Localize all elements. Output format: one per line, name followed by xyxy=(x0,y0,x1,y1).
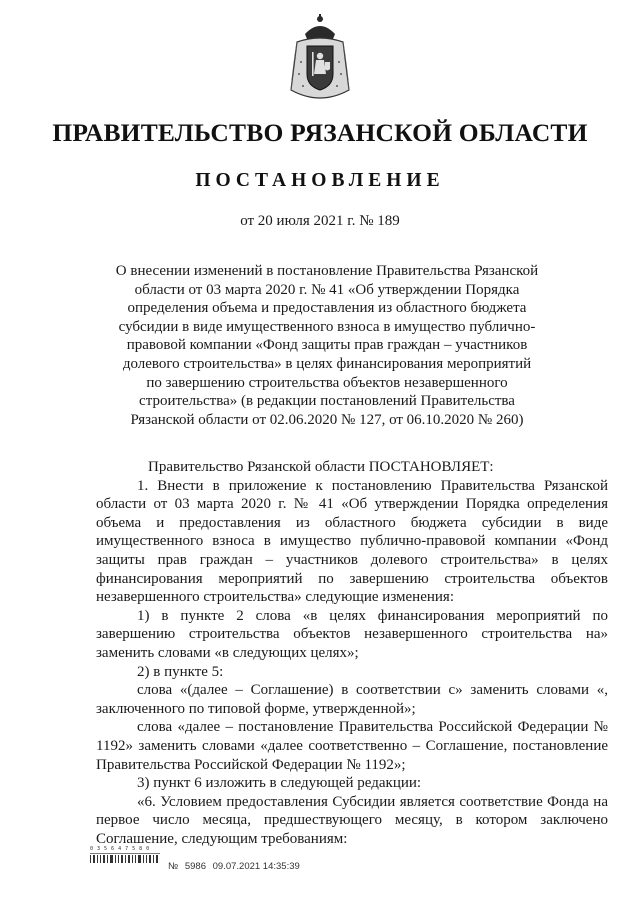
coat-of-arms-emblem xyxy=(283,12,357,108)
government-title: ПРАВИТЕЛЬСТВО РЯЗАНСКОЙ ОБЛАСТИ xyxy=(52,118,588,147)
body-paragraph: 2) в пункте 5: xyxy=(137,663,224,680)
body-paragraph: слова «(далее – Соглашение) в соответствии с» заменить словами «, заключенного по типовой форме, утвержденной»; xyxy=(96,682,608,717)
subject-line: Рязанской области от 02.06.2020 № 127, от 06.10.2020 № 260) xyxy=(130,411,524,428)
body-paragraph: слова «далее – постановление Правительства Российской Федерации № 1192» заменить словами «далее соответственно – Соглашение, постановление Правительства Российской Федерации № 1192»; xyxy=(96,719,608,773)
subject-line: области от 03 марта 2020 г. № 41 «Об утверждении Порядка xyxy=(134,281,520,298)
subject-line: О внесении изменений в постановление Правительства Рязанской xyxy=(115,263,539,279)
document-body xyxy=(96,458,608,848)
stamp-number: 5986 xyxy=(184,861,206,872)
subject-line: правовой компании «Фонд защиты прав граждан – участников xyxy=(126,337,528,354)
subject-line: по завершению строительства объектов незавершенного xyxy=(146,374,508,391)
body-paragraph: «6. Условием предоставления Субсидии является соответствие Фонда на первое число месяца, предшествующего месяцу, в котором заключено Соглашение, следующим требованиям: xyxy=(96,793,608,847)
body-paragraph: 1. Внести в приложение к постановлению Правительства Рязанской области от 03 марта 2020 г. № 41 «Об утверждении Порядка определения объема и предоставления из областного бюджета субсидии в виде имущественного взноса в имущество публично-правовой компании «Фонд защиты прав граждан – участников долевого строительства» в целях финансирования мероприятий по завершению строительства объектов незавершенного строительства» следующие изменения: xyxy=(96,477,608,606)
body-paragraph: 3) пункт 6 изложить в следующей редакции: xyxy=(137,775,422,792)
resolution-preamble: Правительство Рязанской области ПОСТАНОВЛЯЕТ: xyxy=(148,459,494,475)
subject-line: субсидии в виде имущественного взноса в имущество публично- xyxy=(118,318,536,335)
stamp-datetime: 09.07.2021 14:35:39 xyxy=(212,861,300,872)
subject-line: долевого строительства» в целях финансирования мероприятий xyxy=(122,355,532,372)
document-date-number: от 20 июля 2021 г. № 189 xyxy=(240,213,400,229)
registration-stamp xyxy=(168,861,304,872)
document-subject xyxy=(108,262,546,429)
stamp-mark: № xyxy=(168,861,179,872)
barcode-number: 0 3 5 6 4 7 5 8 0 xyxy=(90,846,150,852)
subject-line: определения объема и предоставления из областного бюджета xyxy=(127,300,527,317)
document-type-heading: ПОСТАНОВЛЕНИЕ xyxy=(195,170,445,191)
subject-line: строительства» (в редакции постановлений Правительства xyxy=(139,393,515,410)
body-paragraph: 1) в пункте 2 слова «в целях финансирования мероприятий по завершению строительства объектов незавершенного строительства на» заменить словами «в следующих целях»; xyxy=(96,607,608,661)
